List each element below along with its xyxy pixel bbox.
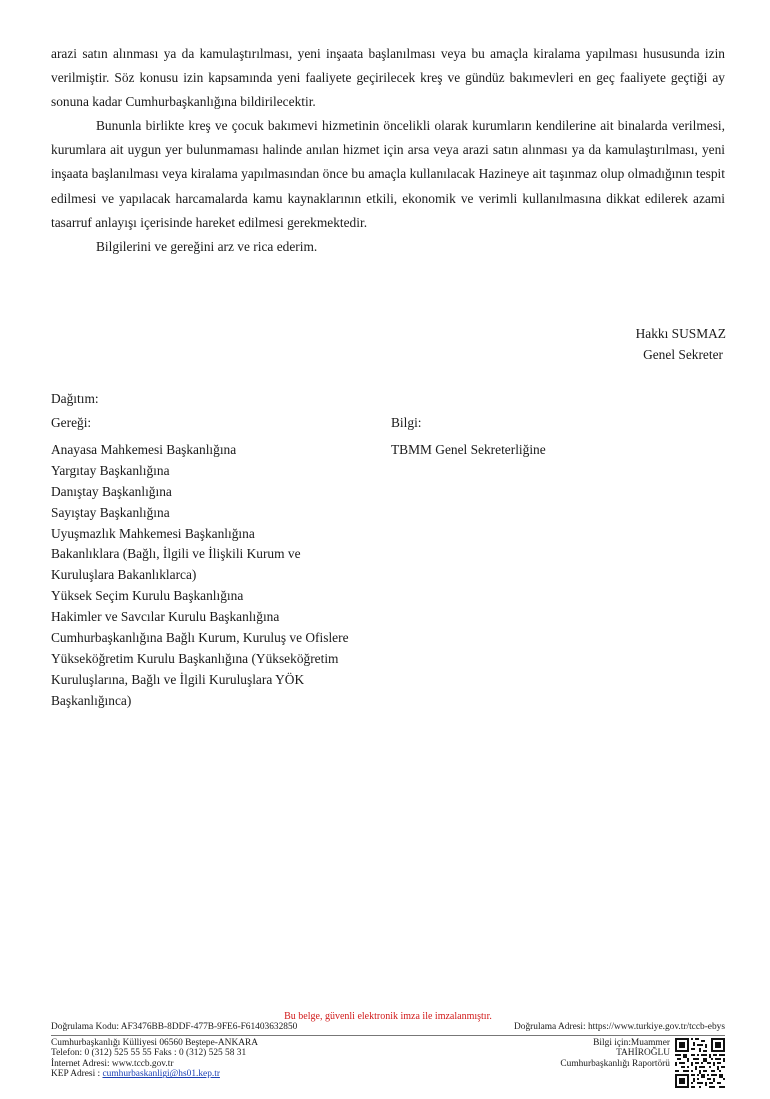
info-person	[560, 1038, 670, 1070]
recipient-item: Cumhurbaşkanlığına Bağlı Kurum, Kuruluş ve Ofislere	[51, 630, 349, 646]
action-recipients	[51, 413, 361, 712]
address-line: Cumhurbaşkanlığı Külliyesi 06560 Beştepe-ANKARA	[51, 1037, 259, 1048]
contact-row	[51, 1038, 725, 1088]
esign-note: Bu belge, güvenli elektronik imza ile imzalanmıştır.	[284, 1011, 492, 1022]
info-recipients	[391, 413, 691, 461]
contact-info	[51, 1038, 258, 1088]
recipient-item: Yüksek Seçim Kurulu Başkanlığına	[51, 588, 244, 604]
verification-row	[51, 1022, 725, 1036]
distribution-heading: Dağıtım:	[51, 391, 99, 406]
web-line[interactable]: İnternet Adresi: www.tccb.gov.tr	[51, 1058, 174, 1069]
recipient-item: Hakimler ve Savcılar Kurulu Başkanlığına	[51, 609, 280, 625]
signatory-title: Genel Sekreter	[643, 347, 723, 362]
contact-person	[560, 1038, 725, 1088]
recipient-item: Yükseköğretim Kurulu Başkanlığına (Yükseköğretim Kuruluşlarına, Bağlı ve İlgili Kuruluşlara YÖK Başkanlığınca)	[51, 650, 339, 708]
info-contact-surname: TAHİROĞLU	[616, 1048, 670, 1059]
recipient-item: Sayıştay Başkanlığına	[51, 504, 170, 520]
recipient-item: Anayasa Mahkemesi Başkanlığına	[51, 441, 237, 457]
kep-link[interactable]: cumhurbaskanligi@hs01.kep.tr	[102, 1069, 220, 1080]
paragraph-1: arazi satın alınması ya da kamulaştırılması, yeni inşaata başlanılması veya bu amaçla kiralama yapılması hususunda izin verilmiştir. Söz konusu izin kapsamında yeni faaliyete geçirilecek kreş ve gündüz bakımevleri en geç faaliyete geçtiği ay sonuna kadar Cumhurbaşkanlığına bildirilecektir.	[51, 46, 725, 110]
recipient-item: Danıştay Başkanlığına	[51, 483, 172, 499]
paragraph-2: Bununla birlikte kreş ve çocuk bakımevi hizmetinin öncelikli olarak kurumların kendilerine ait binalarda verilmesi, kurumlara ait uygun yer bulunmaması halinde anılan hizmet için arsa veya arazi satın alınması ya da kamulaştırılması, yeni inşaata başlanılması veya kiralama yapılmasından önce bu amaçla kullanılacak Hazineye ait taşınmaz olup olmadığının tespit edilmesi ve yapılacak harcamalarda kamu kaynaklarının etkili, ekonomik ve verimli kullanılmasına dikkat edilerek azami tasarruf anlayışı içerisinde hareket edilmesi gerekmektedir.	[51, 118, 725, 230]
kep-label: KEP Adresi :	[51, 1069, 103, 1080]
closing-paragraph: Bilgilerini ve gereğini arz ve rica ederim.	[96, 238, 318, 254]
letter-body	[51, 42, 725, 259]
recipient-item: Uyuşmazlık Mahkemesi Başkanlığına	[51, 525, 255, 541]
info-heading: Bilgi:	[391, 415, 422, 430]
info-contact-title: Cumhurbaşkanlığı Raportörü	[560, 1058, 670, 1069]
recipient-item: Bakanlıklara (Bağlı, İlgili ve İlişkili Kurum ve Kuruluşlara Bakanlıklarca)	[51, 546, 301, 583]
info-contact-label: Bilgi için:Muammer	[593, 1037, 670, 1048]
action-heading: Gereği:	[51, 415, 92, 430]
signatory-name: Hakkı SUSMAZ	[635, 326, 726, 341]
verification-code: Doğrulama Kodu: AF3476BB-8DDF-477B-9FE6-F61403632850	[51, 1022, 298, 1032]
phone-line: Telefon: 0 (312) 525 55 55 Faks : 0 (312) 525 58 31	[51, 1048, 247, 1059]
kep-line	[51, 1069, 258, 1080]
info-recipient-item: TBMM Genel Sekreterliğine	[391, 441, 546, 457]
document-footer	[51, 1011, 725, 1088]
verification-address[interactable]: Doğrulama Adresi: https://www.turkiye.gov.tr/tccb-ebys	[514, 1022, 725, 1032]
qr-code-icon	[675, 1038, 725, 1088]
signature-block	[636, 323, 726, 365]
recipient-item: Yargıtay Başkanlığına	[51, 462, 170, 478]
